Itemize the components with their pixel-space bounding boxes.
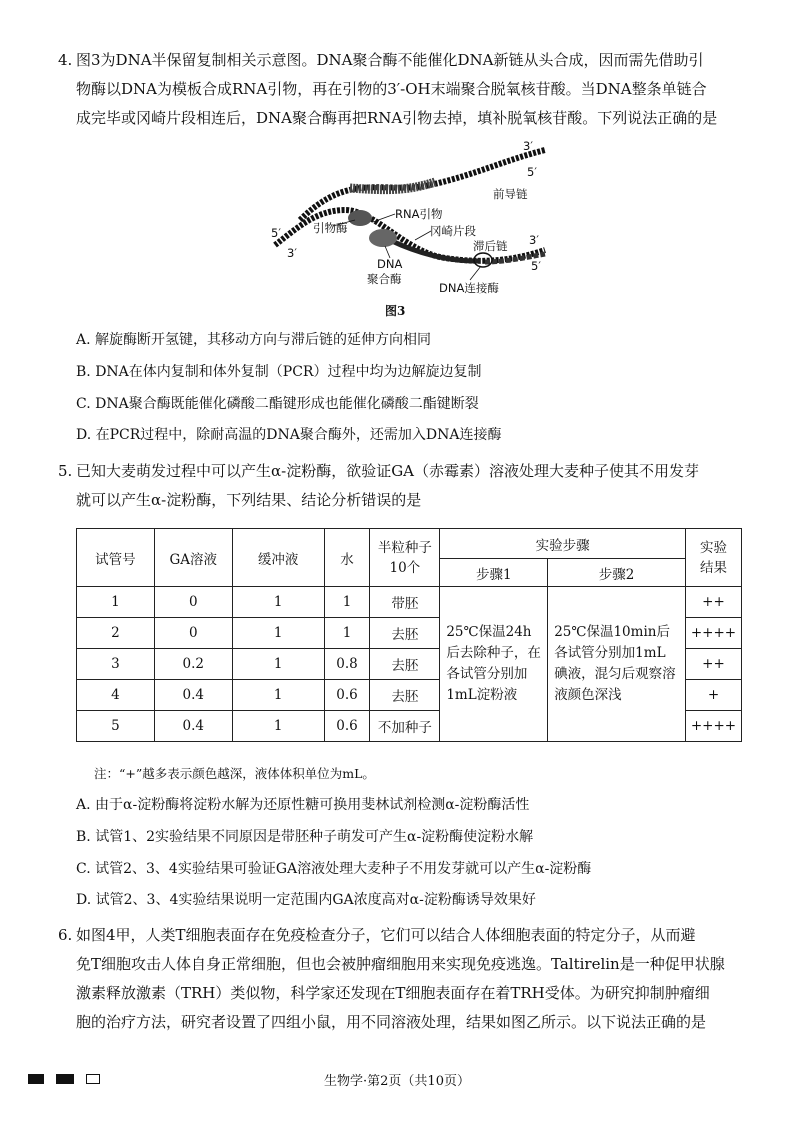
q5-option-c: C. 试管2、3、4实验结果可验证GA溶液处理大麦种子不用发芽就可以产生α-淀粉酶 (76, 861, 592, 877)
cell-buffer: 1 (232, 680, 324, 711)
cell-buffer: 1 (232, 618, 324, 649)
cell-ga: 0.4 (154, 680, 232, 711)
q5-option-b: B. 试管1、2实验结果不同原因是带胚种子萌发可产生α-淀粉酶使淀粉水解 (76, 829, 534, 845)
dna-replication-figure (255, 140, 555, 300)
cell-tube: 5 (77, 711, 155, 742)
q4-option-d: D. 在PCR过程中，除耐高温的DNA聚合酶外，还需加入DNA连接酶 (76, 427, 502, 443)
cell-tube: 4 (77, 680, 155, 711)
label-ligase: DNA连接酶 (439, 281, 499, 295)
header-buffer: 缓冲液 (232, 529, 324, 587)
q4-option-b: B. DNA在体内复制和体外复制（PCR）过程中均为边解旋边复制 (76, 364, 482, 380)
q4-stem-line3: 成完毕或冈崎片段相连后，DNA聚合酶再把RNA引物去掉，填补脱氧核苷酸。下列说法正确的是 (76, 109, 718, 127)
header-tube: 试管号 (77, 529, 155, 587)
q6-stem (58, 921, 768, 1037)
q5-stem-line1: 已知大麦萌发过程中可以产生α-淀粉酶，欲验证GA（赤霉素）溶液处理大麦种子使其不用发芽 (76, 462, 700, 480)
cell-tube: 3 (77, 649, 155, 680)
q5-number: 5. (58, 462, 73, 480)
q6-number: 6. (58, 926, 73, 944)
experiment-table (76, 528, 742, 742)
label-dna-poly-1: DNA (377, 257, 403, 271)
cell-ga: 0.2 (154, 649, 232, 680)
q4-option-c: C. DNA聚合酶既能催化磷酸二酯键形成也能催化磷酸二酯键断裂 (76, 396, 479, 412)
cell-result: ++++ (685, 618, 741, 649)
header-seeds: 半粒种子10个 (370, 529, 440, 587)
label-top-3: 3′ (523, 140, 533, 153)
dna-polymerase-blob (369, 229, 397, 247)
q5-stem-line2: 就可以产生α-淀粉酶，下列结果、结论分析错误的是 (76, 491, 422, 509)
cell-tube: 1 (77, 587, 155, 618)
header-steps: 实验步骤 (440, 529, 686, 559)
cell-buffer: 1 (232, 587, 324, 618)
table-row (77, 587, 742, 618)
cell-buffer: 1 (232, 711, 324, 742)
page-footer: 生物学·第2页（共10页） (324, 1074, 470, 1089)
cell-result: ++ (685, 587, 741, 618)
label-left-5: 5′ (271, 226, 281, 240)
label-rna-primer: RNA引物 (395, 207, 443, 221)
label-lagging: 滞后链 (473, 239, 508, 253)
cell-result: ++++ (685, 711, 741, 742)
cell-water: 0.6 (324, 680, 370, 711)
cell-step2: 25℃保温10min后各试管分别加1mL碘液，混匀后观察溶液颜色深浅 (548, 587, 686, 742)
cell-ga: 0 (154, 618, 232, 649)
q4-stem-line2: 物酶以DNA为模板合成RNA引物，再在引物的3′-OH末端聚合脱氧核苷酸。当DNA整条单链合 (76, 80, 707, 98)
cell-ga: 0.4 (154, 711, 232, 742)
q5-stem (58, 457, 758, 515)
cell-result: ++ (685, 649, 741, 680)
cell-result: + (685, 680, 741, 711)
cell-tube: 2 (77, 618, 155, 649)
label-dna-poly-2: 聚合酶 (367, 272, 402, 286)
cell-seeds: 不加种子 (370, 711, 440, 742)
q4-option-a: A. 解旋酶断开氢键，其移动方向与滞后链的延伸方向相同 (76, 332, 432, 348)
header-ga: GA溶液 (154, 529, 232, 587)
q6-stem-line1: 如图4甲，人类T细胞表面存在免疫检查分子，它们可以结合人体细胞表面的特定分子，从而避 (76, 926, 696, 944)
q6-stem-line2: 免T细胞攻击人体自身正常细胞，但也会被肿瘤细胞用来实现免疫逃逸。Taltirelin是一种促甲状腺 (76, 955, 725, 973)
q4-number: 4. (58, 51, 73, 69)
q5-option-a: A. 由于α-淀粉酶将淀粉水解为还原性糖可换用斐林试剂检测α-淀粉酶活性 (76, 797, 530, 813)
cell-ga: 0 (154, 587, 232, 618)
header-step2: 步骤2 (548, 559, 686, 587)
table-note: 注：“+”越多表示颜色越深，液体体积单位为mL。 (94, 766, 375, 781)
cell-water: 1 (324, 618, 370, 649)
q4-stem-line1: 图3为DNA半保留复制相关示意图。DNA聚合酶不能催化DNA新链从头合成，因而需先借助引 (76, 51, 704, 69)
label-okazaki: 冈崎片段 (430, 224, 476, 238)
primase-blob (348, 210, 372, 226)
label-right-5: 5′ (531, 259, 541, 273)
q6-stem-line3: 激素释放激素（TRH）类似物，科学家还发现在T细胞表面存在着TRH受体。为研究抑制肿瘤细 (76, 984, 710, 1002)
cell-water: 0.6 (324, 711, 370, 742)
cell-seeds: 去胚 (370, 618, 440, 649)
cell-seeds: 带胚 (370, 587, 440, 618)
header-step1: 步骤1 (440, 559, 548, 587)
label-left-3: 3′ (287, 246, 297, 260)
q6-stem-line4: 胞的治疗方法，研究者设置了四组小鼠，用不同溶液处理，结果如图乙所示。以下说法正确的是 (76, 1013, 707, 1031)
figure-3-caption: 图3 (385, 304, 406, 318)
cell-water: 0.8 (324, 649, 370, 680)
label-primase: 引物酶 (313, 221, 348, 235)
cell-buffer: 1 (232, 649, 324, 680)
q5-option-d: D. 试管2、3、4实验结果说明一定范围内GA浓度高对α-淀粉酶诱导效果好 (76, 892, 536, 908)
label-leading: 前导链 (493, 187, 528, 201)
cell-seeds: 去胚 (370, 680, 440, 711)
label-top-5: 5′ (527, 165, 537, 179)
cell-step1: 25℃保温24h后去除种子，在各试管分别加1mL淀粉液 (440, 587, 548, 742)
header-water: 水 (324, 529, 370, 587)
header-result: 实验结果 (685, 529, 741, 587)
label-right-3: 3′ (529, 233, 539, 247)
cell-seeds: 去胚 (370, 649, 440, 680)
cell-water: 1 (324, 587, 370, 618)
q4-stem (58, 46, 758, 133)
